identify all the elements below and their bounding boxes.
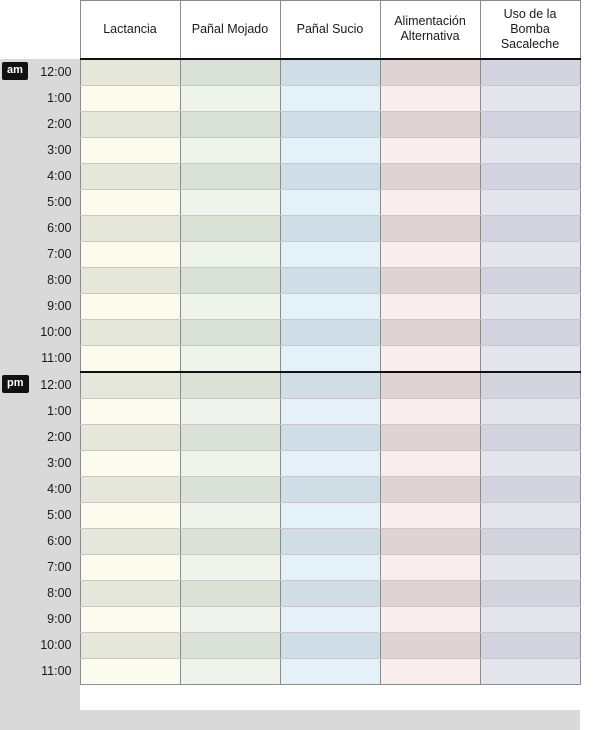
table-body [0,59,580,685]
entry-cell-alimentacion-alternativa[interactable] [380,476,480,502]
entry-cell-alimentacion-alternativa[interactable] [380,137,480,163]
entry-cell-lactancia[interactable] [80,398,180,424]
entry-cell-lactancia[interactable] [80,85,180,111]
entry-cell-panal-sucio[interactable] [280,658,380,684]
entry-cell-alimentacion-alternativa[interactable] [380,398,480,424]
time-label-cell [0,528,80,554]
entry-cell-panal-mojado[interactable] [180,189,280,215]
entry-cell-panal-mojado[interactable] [180,554,280,580]
entry-cell-panal-sucio[interactable] [280,580,380,606]
entry-cell-alimentacion-alternativa[interactable] [380,345,480,372]
entry-cell-uso-bomba-sacaleche[interactable] [480,59,580,86]
entry-cell-panal-sucio[interactable] [280,293,380,319]
table-row [0,502,580,528]
table-row [0,476,580,502]
hour-label: 7:00 [47,560,72,574]
time-label-cell [0,398,80,424]
table-row [0,528,580,554]
entry-cell-lactancia[interactable] [80,554,180,580]
column-header-panal-sucio: Pañal Sucio [280,1,380,59]
entry-cell-uso-bomba-sacaleche[interactable] [480,215,580,241]
column-header-uso-bomba-sacaleche: Uso de la Bomba Sacaleche [480,1,580,59]
entry-cell-alimentacion-alternativa[interactable] [380,528,480,554]
hour-label: 10:00 [40,638,72,652]
meridiem-badge-pm: pm [2,375,29,393]
entry-cell-panal-mojado[interactable] [180,398,280,424]
table-row [0,372,580,399]
entry-cell-lactancia[interactable] [80,450,180,476]
entry-cell-alimentacion-alternativa[interactable] [380,580,480,606]
bottom-gutter [0,710,580,730]
hour-label: 11:00 [41,664,72,678]
time-label-cell [0,632,80,658]
entry-cell-panal-sucio[interactable] [280,554,380,580]
entry-cell-panal-mojado[interactable] [180,502,280,528]
entry-cell-lactancia[interactable] [80,372,180,399]
entry-cell-panal-mojado[interactable] [180,476,280,502]
entry-cell-uso-bomba-sacaleche[interactable] [480,293,580,319]
entry-cell-panal-mojado[interactable] [180,606,280,632]
table-row [0,580,580,606]
hour-label: 4:00 [47,169,72,183]
hour-label: 5:00 [47,508,72,522]
entry-cell-lactancia[interactable] [80,267,180,293]
entry-cell-alimentacion-alternativa[interactable] [380,241,480,267]
time-label-cell [0,476,80,502]
entry-cell-uso-bomba-sacaleche[interactable] [480,606,580,632]
entry-cell-panal-sucio[interactable] [280,189,380,215]
table-row [0,658,580,684]
entry-cell-lactancia[interactable] [80,137,180,163]
entry-cell-uso-bomba-sacaleche[interactable] [480,632,580,658]
entry-cell-uso-bomba-sacaleche[interactable] [480,241,580,267]
time-label-cell [0,189,80,215]
time-label-cell [0,163,80,189]
entry-cell-panal-mojado[interactable] [180,85,280,111]
hour-label: 9:00 [47,299,72,313]
entry-cell-panal-sucio[interactable] [280,372,380,399]
entry-cell-panal-sucio[interactable] [280,319,380,345]
entry-cell-uso-bomba-sacaleche[interactable] [480,372,580,399]
entry-cell-alimentacion-alternativa[interactable] [380,59,480,86]
entry-cell-panal-mojado[interactable] [180,345,280,372]
entry-cell-lactancia[interactable] [80,189,180,215]
hour-label: 11:00 [41,351,72,366]
entry-cell-alimentacion-alternativa[interactable] [380,267,480,293]
time-label-cell [0,111,80,137]
time-label-cell [0,345,80,372]
entry-cell-panal-mojado[interactable] [180,372,280,399]
time-label-cell [0,580,80,606]
table-row [0,606,580,632]
table-row [0,59,580,86]
table-row [0,424,580,450]
entry-cell-panal-sucio[interactable] [280,163,380,189]
entry-cell-lactancia[interactable] [80,241,180,267]
entry-cell-panal-mojado[interactable] [180,319,280,345]
entry-cell-panal-mojado[interactable] [180,241,280,267]
entry-cell-alimentacion-alternativa[interactable] [380,606,480,632]
meridiem-badge-am: am [2,62,28,80]
entry-cell-uso-bomba-sacaleche[interactable] [480,658,580,684]
time-label-cell [0,450,80,476]
entry-cell-panal-mojado[interactable] [180,163,280,189]
entry-cell-panal-mojado[interactable] [180,450,280,476]
time-label-cell [0,424,80,450]
column-header-panal-mojado: Pañal Mojado [180,1,280,59]
entry-cell-lactancia[interactable] [80,632,180,658]
time-label-cell [0,215,80,241]
hour-label: 3:00 [47,143,72,157]
table-row [0,450,580,476]
entry-cell-lactancia[interactable] [80,476,180,502]
entry-cell-alimentacion-alternativa[interactable] [380,163,480,189]
entry-cell-uso-bomba-sacaleche[interactable] [480,319,580,345]
hour-label: 5:00 [47,195,72,209]
time-label-cell [0,554,80,580]
header-row [0,1,580,59]
entry-cell-panal-sucio[interactable] [280,450,380,476]
entry-cell-panal-sucio[interactable] [280,424,380,450]
entry-cell-lactancia[interactable] [80,658,180,684]
entry-cell-panal-sucio[interactable] [280,59,380,86]
entry-cell-alimentacion-alternativa[interactable] [380,111,480,137]
entry-cell-uso-bomba-sacaleche[interactable] [480,424,580,450]
header-corner-cell [0,1,80,59]
table-row [0,215,580,241]
entry-cell-uso-bomba-sacaleche[interactable] [480,398,580,424]
entry-cell-panal-sucio[interactable] [280,606,380,632]
hour-label: 6:00 [47,221,72,235]
hour-label: 1:00 [47,91,72,105]
time-label-cell [0,372,80,399]
entry-cell-uso-bomba-sacaleche[interactable] [480,580,580,606]
entry-cell-uso-bomba-sacaleche[interactable] [480,163,580,189]
time-label-cell [0,137,80,163]
entry-cell-alimentacion-alternativa[interactable] [380,319,480,345]
entry-cell-alimentacion-alternativa[interactable] [380,554,480,580]
entry-cell-panal-sucio[interactable] [280,528,380,554]
hour-label: 8:00 [47,586,72,600]
entry-cell-panal-mojado[interactable] [180,215,280,241]
entry-cell-panal-sucio[interactable] [280,267,380,293]
table-row [0,319,580,345]
entry-cell-panal-sucio[interactable] [280,215,380,241]
column-header-lactancia: Lactancia [80,1,180,59]
table-row [0,345,580,372]
entry-cell-panal-sucio[interactable] [280,241,380,267]
entry-cell-uso-bomba-sacaleche[interactable] [480,450,580,476]
time-label-cell [0,319,80,345]
entry-cell-panal-mojado[interactable] [180,632,280,658]
entry-cell-alimentacion-alternativa[interactable] [380,189,480,215]
entry-cell-alimentacion-alternativa[interactable] [380,632,480,658]
time-label-cell [0,502,80,528]
entry-cell-uso-bomba-sacaleche[interactable] [480,476,580,502]
entry-cell-lactancia[interactable] [80,293,180,319]
entry-cell-panal-sucio[interactable] [280,111,380,137]
entry-cell-lactancia[interactable] [80,111,180,137]
entry-cell-lactancia[interactable] [80,345,180,372]
entry-cell-panal-mojado[interactable] [180,59,280,86]
table-row [0,398,580,424]
hour-label: 3:00 [47,456,72,470]
entry-cell-lactancia[interactable] [80,606,180,632]
time-label-cell [0,293,80,319]
entry-cell-lactancia[interactable] [80,424,180,450]
time-label-cell [0,658,80,684]
entry-cell-panal-sucio[interactable] [280,632,380,658]
table-row [0,632,580,658]
entry-cell-panal-mojado[interactable] [180,424,280,450]
hour-label: 4:00 [47,482,72,496]
entry-cell-panal-sucio[interactable] [280,345,380,372]
entry-cell-panal-sucio[interactable] [280,85,380,111]
time-label-cell [0,606,80,632]
hour-label: 2:00 [47,117,72,131]
time-label-cell [0,241,80,267]
time-label-cell [0,59,80,86]
entry-cell-lactancia[interactable] [80,59,180,86]
entry-cell-panal-mojado[interactable] [180,137,280,163]
entry-cell-lactancia[interactable] [80,528,180,554]
entry-cell-uso-bomba-sacaleche[interactable] [480,345,580,372]
entry-cell-lactancia[interactable] [80,580,180,606]
time-label-cell [0,85,80,111]
entry-cell-alimentacion-alternativa[interactable] [380,658,480,684]
entry-cell-uso-bomba-sacaleche[interactable] [480,528,580,554]
entry-cell-uso-bomba-sacaleche[interactable] [480,85,580,111]
entry-cell-panal-mojado[interactable] [180,580,280,606]
hour-label: 9:00 [47,612,72,626]
entry-cell-lactancia[interactable] [80,502,180,528]
hour-label: 12:00 [40,64,72,79]
entry-cell-alimentacion-alternativa[interactable] [380,372,480,399]
entry-cell-panal-mojado[interactable] [180,528,280,554]
table-row [0,554,580,580]
table-row [0,293,580,319]
entry-cell-uso-bomba-sacaleche[interactable] [480,502,580,528]
entry-cell-lactancia[interactable] [80,215,180,241]
hour-label: 1:00 [47,404,72,418]
table-row [0,111,580,137]
hour-label: 7:00 [47,247,72,261]
entry-cell-lactancia[interactable] [80,163,180,189]
entry-cell-panal-mojado[interactable] [180,267,280,293]
entry-cell-uso-bomba-sacaleche[interactable] [480,554,580,580]
table-row [0,137,580,163]
table-row [0,163,580,189]
table-row [0,85,580,111]
table-row [0,241,580,267]
entry-cell-panal-sucio[interactable] [280,137,380,163]
entry-cell-panal-sucio[interactable] [280,476,380,502]
hour-label: 10:00 [40,325,72,339]
entry-cell-uso-bomba-sacaleche[interactable] [480,189,580,215]
entry-cell-panal-mojado[interactable] [180,111,280,137]
entry-cell-uso-bomba-sacaleche[interactable] [480,111,580,137]
table-row [0,267,580,293]
entry-cell-alimentacion-alternativa[interactable] [380,424,480,450]
hour-label: 8:00 [47,273,72,287]
entry-cell-alimentacion-alternativa[interactable] [380,293,480,319]
entry-cell-panal-sucio[interactable] [280,502,380,528]
time-label-cell [0,267,80,293]
entry-cell-alimentacion-alternativa[interactable] [380,85,480,111]
entry-cell-lactancia[interactable] [80,319,180,345]
hour-label: 6:00 [47,534,72,548]
hour-label: 12:00 [40,377,72,392]
entry-cell-uso-bomba-sacaleche[interactable] [480,137,580,163]
table-row [0,189,580,215]
entry-cell-uso-bomba-sacaleche[interactable] [480,267,580,293]
hour-label: 2:00 [47,430,72,444]
table-header [0,1,580,59]
entry-cell-panal-mojado[interactable] [180,658,280,684]
entry-cell-panal-sucio[interactable] [280,398,380,424]
entry-cell-alimentacion-alternativa[interactable] [380,450,480,476]
column-header-alimentacion-alternativa: Alimentación Alternativa [380,1,480,59]
entry-cell-alimentacion-alternativa[interactable] [380,502,480,528]
entry-cell-panal-mojado[interactable] [180,293,280,319]
entry-cell-alimentacion-alternativa[interactable] [380,215,480,241]
